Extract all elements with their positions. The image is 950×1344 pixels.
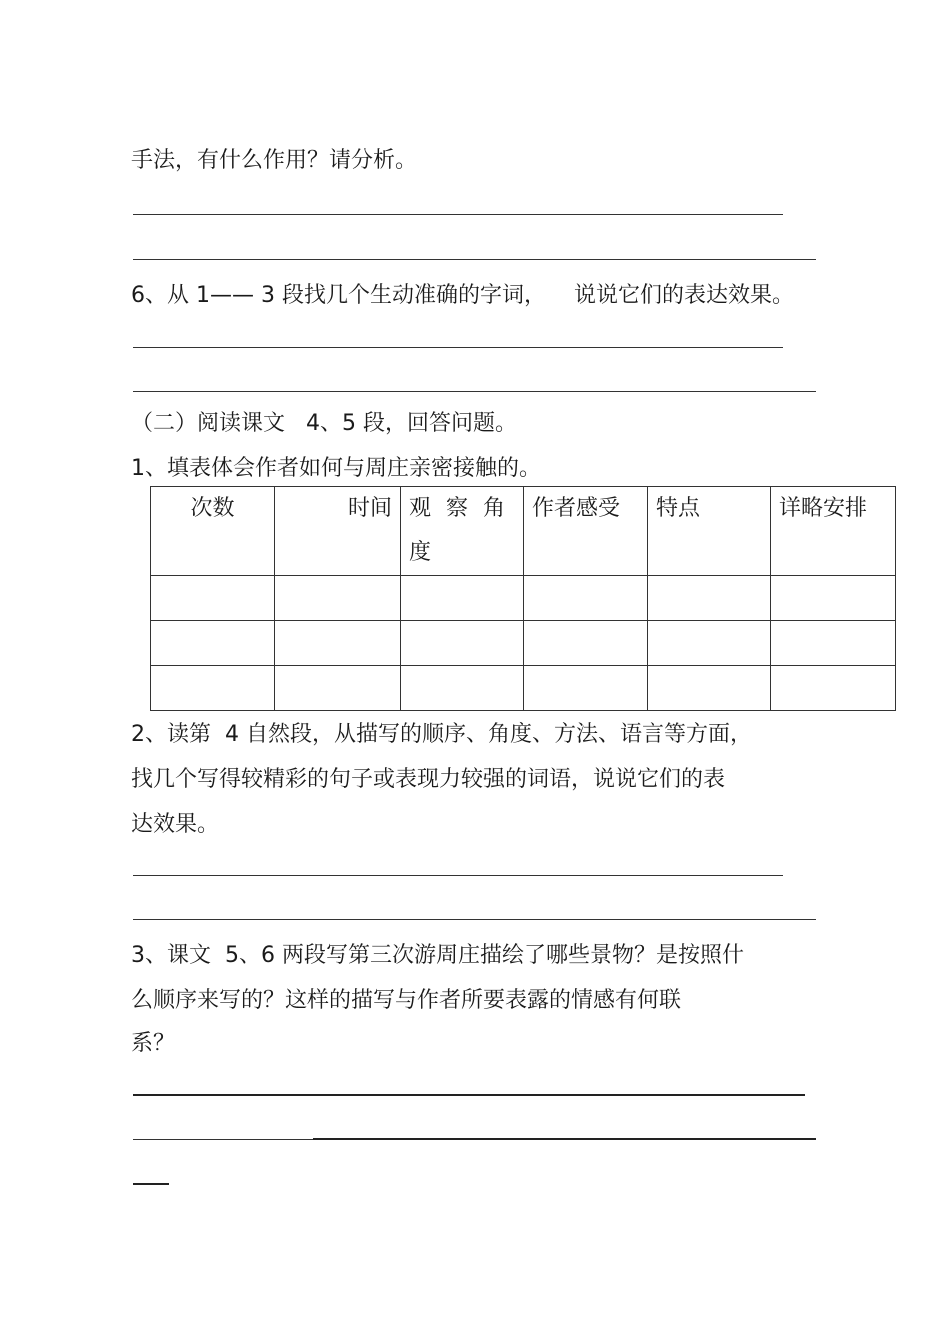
table-cell[interactable] [648, 576, 771, 621]
header-count: 次数 [151, 487, 275, 576]
header-feeling: 作者感受 [524, 487, 648, 576]
table-cell[interactable] [771, 621, 896, 666]
answer-line[interactable] [133, 1183, 169, 1185]
table-cell[interactable] [524, 621, 648, 666]
header-time: 时间 [275, 487, 401, 576]
answer-line[interactable] [133, 347, 783, 348]
question-6: 6、从 1—— 3 段找几个生动准确的字词， 说说它们的表达效果。 [131, 283, 794, 308]
table-cell[interactable] [275, 621, 401, 666]
table-cell[interactable] [524, 576, 648, 621]
section-2-question-1: 1、填表体会作者如何与周庄亲密接触的。 [131, 456, 541, 481]
table-cell[interactable] [151, 666, 275, 711]
answer-line[interactable] [133, 1139, 313, 1140]
table-cell[interactable] [648, 666, 771, 711]
answer-line[interactable] [133, 214, 783, 215]
answer-line[interactable] [133, 919, 816, 920]
table-header-row [151, 487, 896, 576]
section-2-question-3-line-2: 么顺序来写的？这样的描写与作者所要表露的情感有何联 [131, 988, 682, 1013]
table-cell[interactable] [771, 666, 896, 711]
answer-line[interactable] [133, 391, 816, 392]
answer-line[interactable] [313, 1138, 816, 1140]
table-cell[interactable] [771, 576, 896, 621]
table-cell[interactable] [401, 666, 524, 711]
header-feature: 特点 [648, 487, 771, 576]
answer-line[interactable] [133, 259, 816, 260]
table-cell[interactable] [524, 666, 648, 711]
answer-line[interactable] [133, 1094, 805, 1096]
header-angle: 观 察 角 度 [401, 487, 524, 576]
header-detail: 详略安排 [771, 487, 896, 576]
table-cell[interactable] [401, 576, 524, 621]
section-2-question-3-line-3: 系？ [131, 1031, 176, 1056]
table-cell[interactable] [151, 576, 275, 621]
contact-table [150, 486, 896, 711]
table-row [151, 666, 896, 711]
table-cell[interactable] [275, 666, 401, 711]
table-cell[interactable] [275, 576, 401, 621]
section-2-question-2-line-1: 2、读第 4 自然段，从描写的顺序、角度、方法、语言等方面， [131, 722, 752, 747]
question-5-tail: 手法，有什么作用？请分析。 [131, 148, 418, 173]
section-2-question-2-line-2: 找几个写得较精彩的句子或表现力较强的词语，说说它们的表 [131, 767, 726, 792]
section-2-question-2-line-3: 达效果。 [131, 812, 220, 837]
table-row [151, 621, 896, 666]
table-cell[interactable] [648, 621, 771, 666]
section-2-question-3-line-1: 3、课文 5、6 两段写第三次游周庄描绘了哪些景物？是按照什 [131, 943, 744, 968]
section-2-title: （二）阅读课文 4、5 段，回答问题。 [131, 411, 517, 436]
table-row [151, 576, 896, 621]
table-cell[interactable] [401, 621, 524, 666]
table-cell[interactable] [151, 621, 275, 666]
answer-line[interactable] [133, 875, 783, 876]
